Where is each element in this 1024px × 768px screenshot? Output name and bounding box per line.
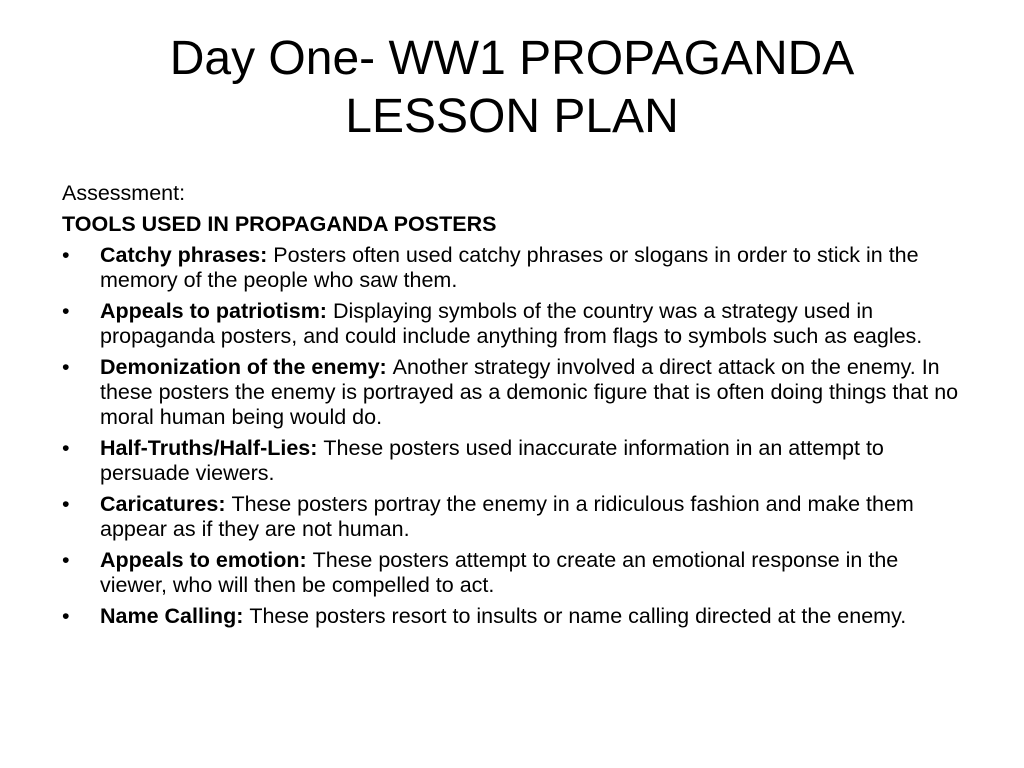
bullet-icon: • xyxy=(62,492,70,516)
bullet-icon: • xyxy=(62,436,70,460)
item-text: These posters resort to insults or name calling directed at the enemy. xyxy=(249,604,907,628)
list-item xyxy=(62,436,962,486)
slide-title-line-2: LESSON PLAN xyxy=(345,90,679,143)
bullet-icon: • xyxy=(62,243,70,267)
list-item xyxy=(62,243,962,293)
item-text: Displaying symbols of the country was a strategy used in propaganda posters, and could include anything from flags to symbols such as eagles. xyxy=(100,299,923,348)
slide-body xyxy=(62,181,962,635)
bullet-icon: • xyxy=(62,355,70,379)
slide-title xyxy=(60,30,964,146)
item-term: Appeals to patriotism: xyxy=(100,299,333,323)
item-term: Appeals to emotion: xyxy=(100,548,313,572)
item-term: Demonization of the enemy: xyxy=(100,355,393,379)
list-item xyxy=(62,299,962,349)
list-item xyxy=(62,355,962,430)
item-text: These posters used inaccurate information in an attempt to persuade viewers. xyxy=(100,436,884,485)
bullet-icon: • xyxy=(62,604,70,628)
item-term: Catchy phrases: xyxy=(100,243,274,267)
bullet-icon: • xyxy=(62,548,70,572)
list-item xyxy=(62,548,962,598)
item-term: Caricatures: xyxy=(100,492,232,516)
item-term: Name Calling: xyxy=(100,604,250,628)
item-text: These posters attempt to create an emotional response in the viewer, who will then be compelled to act. xyxy=(100,548,899,597)
item-text: Posters often used catchy phrases or slogans in order to stick in the memory of the people who saw them. xyxy=(100,243,919,292)
slide-title-line-1: Day One- WW1 PROPAGANDA xyxy=(169,32,855,85)
list-item xyxy=(62,604,962,629)
item-term: Half-Truths/Half-Lies: xyxy=(100,436,324,460)
bullet-icon: • xyxy=(62,299,70,323)
tools-list xyxy=(62,243,962,629)
item-text: Another strategy involved a direct attack on the enemy. In these posters the enemy is portrayed as a demonic figure that is often doing things that no moral human being would do. xyxy=(100,355,959,429)
assessment-label: Assessment: xyxy=(62,181,186,205)
item-text: These posters portray the enemy in a ridiculous fashion and make them appear as if they are not human. xyxy=(100,492,914,541)
list-item xyxy=(62,492,962,542)
section-heading: TOOLS USED IN PROPAGANDA POSTERS xyxy=(62,212,497,236)
